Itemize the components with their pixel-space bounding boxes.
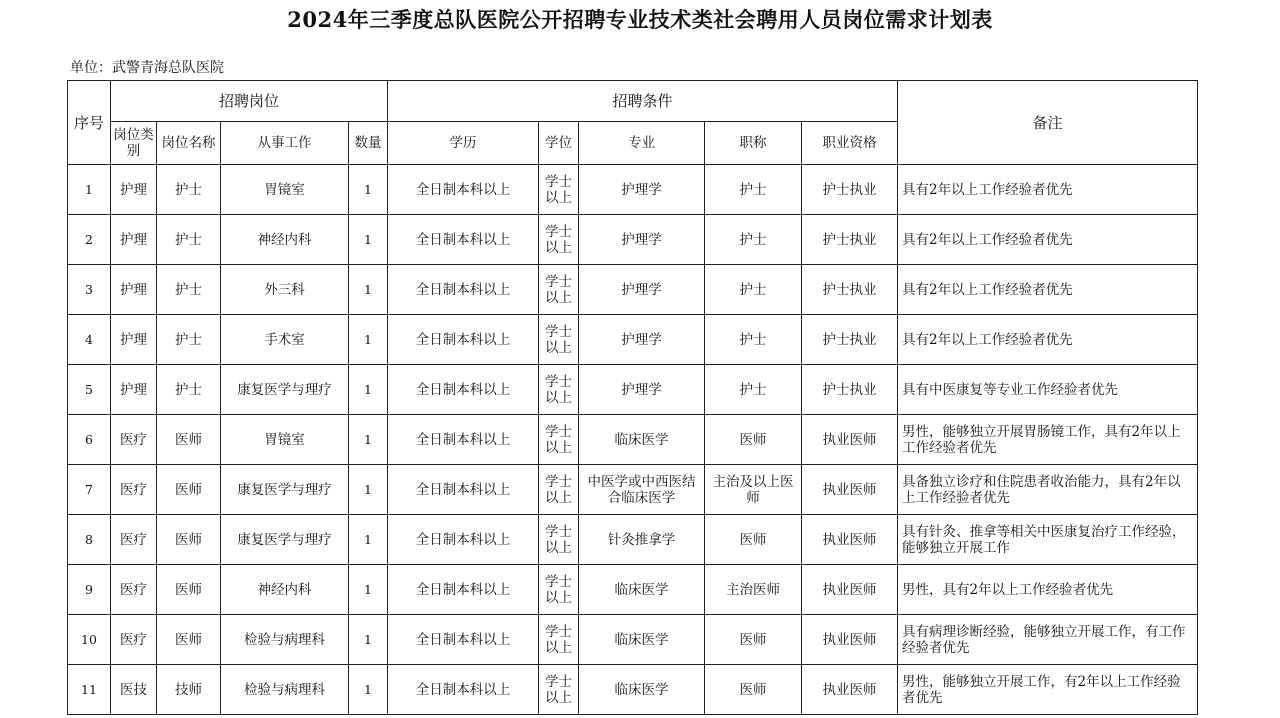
- cell-title: 护士: [705, 315, 802, 365]
- cell-qualification: 护士执业: [802, 215, 898, 265]
- cell-education: 全日制本科以上: [388, 165, 539, 215]
- cell-education: 全日制本科以上: [388, 565, 539, 615]
- header-seq: 序号: [68, 81, 111, 165]
- header-major: 专业: [579, 122, 705, 165]
- header-degree: 学位: [539, 122, 579, 165]
- cell-count: 1: [349, 615, 388, 665]
- cell-work: 神经内科: [221, 215, 349, 265]
- cell-post-type: 医技: [111, 665, 157, 715]
- cell-major: 临床医学: [579, 415, 705, 465]
- cell-title: 医师: [705, 615, 802, 665]
- cell-post-name: 医师: [157, 515, 221, 565]
- cell-remark: 男性，能够独立开展工作，有2年以上工作经验者优先: [898, 665, 1198, 715]
- cell-degree: 学士以上: [539, 165, 579, 215]
- cell-work: 康复医学与理疗: [221, 465, 349, 515]
- cell-major: 护理学: [579, 215, 705, 265]
- cell-education: 全日制本科以上: [388, 615, 539, 665]
- table-row: [68, 415, 1198, 465]
- cell-remark: 具有针灸、推拿等相关中医康复治疗工作经验，能够独立开展工作: [898, 515, 1198, 565]
- cell-degree: 学士以上: [539, 415, 579, 465]
- cell-degree: 学士以上: [539, 665, 579, 715]
- cell-seq: 5: [68, 365, 111, 415]
- cell-title: 护士: [705, 265, 802, 315]
- cell-title: 护士: [705, 365, 802, 415]
- cell-post-type: 护理: [111, 265, 157, 315]
- cell-work: 神经内科: [221, 565, 349, 615]
- cell-education: 全日制本科以上: [388, 265, 539, 315]
- cell-seq: 7: [68, 465, 111, 515]
- cell-work: 外三科: [221, 265, 349, 315]
- cell-qualification: 执业医师: [802, 415, 898, 465]
- cell-qualification: 护士执业: [802, 315, 898, 365]
- cell-seq: 10: [68, 615, 111, 665]
- cell-count: 1: [349, 465, 388, 515]
- cell-seq: 9: [68, 565, 111, 615]
- cell-post-type: 医疗: [111, 565, 157, 615]
- cell-post-type: 医疗: [111, 615, 157, 665]
- cell-education: 全日制本科以上: [388, 365, 539, 415]
- cell-degree: 学士以上: [539, 465, 579, 515]
- cell-post-name: 医师: [157, 415, 221, 465]
- cell-count: 1: [349, 215, 388, 265]
- cell-post-name: 护士: [157, 315, 221, 365]
- cell-work: 手术室: [221, 315, 349, 365]
- table-row: [68, 565, 1198, 615]
- cell-title: 护士: [705, 215, 802, 265]
- recruitment-table: [67, 80, 1198, 715]
- cell-degree: 学士以上: [539, 265, 579, 315]
- cell-major: 护理学: [579, 265, 705, 315]
- cell-count: 1: [349, 365, 388, 415]
- cell-post-name: 医师: [157, 565, 221, 615]
- cell-qualification: 护士执业: [802, 165, 898, 215]
- table-row: [68, 515, 1198, 565]
- cell-education: 全日制本科以上: [388, 215, 539, 265]
- header-group-post: 招聘岗位: [111, 81, 388, 122]
- cell-education: 全日制本科以上: [388, 315, 539, 365]
- cell-remark: 具有2年以上工作经验者优先: [898, 165, 1198, 215]
- cell-remark: 男性，具有2年以上工作经验者优先: [898, 565, 1198, 615]
- cell-count: 1: [349, 415, 388, 465]
- cell-seq: 1: [68, 165, 111, 215]
- cell-education: 全日制本科以上: [388, 465, 539, 515]
- table-row: [68, 215, 1198, 265]
- cell-degree: 学士以上: [539, 365, 579, 415]
- cell-post-name: 医师: [157, 615, 221, 665]
- cell-qualification: 执业医师: [802, 665, 898, 715]
- cell-work: 康复医学与理疗: [221, 365, 349, 415]
- cell-work: 检验与病理科: [221, 615, 349, 665]
- cell-work: 胃镜室: [221, 165, 349, 215]
- cell-major: 护理学: [579, 315, 705, 365]
- cell-title: 主治医师: [705, 565, 802, 615]
- cell-remark: 具有2年以上工作经验者优先: [898, 265, 1198, 315]
- cell-count: 1: [349, 565, 388, 615]
- header-post-name: 岗位名称: [157, 122, 221, 165]
- cell-degree: 学士以上: [539, 565, 579, 615]
- cell-degree: 学士以上: [539, 215, 579, 265]
- table-row: [68, 465, 1198, 515]
- header-remark: 备注: [898, 81, 1198, 165]
- cell-major: 护理学: [579, 165, 705, 215]
- cell-post-name: 护士: [157, 165, 221, 215]
- cell-post-type: 护理: [111, 215, 157, 265]
- header-post-type: 岗位类别: [111, 122, 157, 165]
- cell-seq: 3: [68, 265, 111, 315]
- cell-post-name: 技师: [157, 665, 221, 715]
- cell-qualification: 执业医师: [802, 515, 898, 565]
- cell-major: 临床医学: [579, 665, 705, 715]
- table-row: [68, 265, 1198, 315]
- header-qualification: 职业资格: [802, 122, 898, 165]
- cell-count: 1: [349, 315, 388, 365]
- table-row: [68, 315, 1198, 365]
- table-row: [68, 365, 1198, 415]
- cell-count: 1: [349, 265, 388, 315]
- cell-degree: 学士以上: [539, 315, 579, 365]
- cell-title: 医师: [705, 665, 802, 715]
- table-row: [68, 165, 1198, 215]
- cell-major: 临床医学: [579, 615, 705, 665]
- header-count: 数量: [349, 122, 388, 165]
- cell-qualification: 执业医师: [802, 565, 898, 615]
- cell-post-name: 医师: [157, 465, 221, 515]
- page-title: 2024年三季度总队医院公开招聘专业技术类社会聘用人员岗位需求计划表: [287, 7, 993, 32]
- cell-degree: 学士以上: [539, 515, 579, 565]
- cell-post-type: 护理: [111, 315, 157, 365]
- cell-education: 全日制本科以上: [388, 415, 539, 465]
- cell-post-type: 护理: [111, 165, 157, 215]
- cell-remark: 具有2年以上工作经验者优先: [898, 215, 1198, 265]
- cell-remark: 具有病理诊断经验，能够独立开展工作，有工作经验者优先: [898, 615, 1198, 665]
- cell-education: 全日制本科以上: [388, 515, 539, 565]
- unit-label: 单位：武警青海总队医院: [70, 60, 224, 76]
- cell-education: 全日制本科以上: [388, 665, 539, 715]
- table-row: [68, 665, 1198, 715]
- cell-qualification: 执业医师: [802, 465, 898, 515]
- cell-major: 护理学: [579, 365, 705, 415]
- cell-remark: 具有中医康复等专业工作经验者优先: [898, 365, 1198, 415]
- cell-seq: 11: [68, 665, 111, 715]
- cell-post-name: 护士: [157, 265, 221, 315]
- cell-post-name: 护士: [157, 215, 221, 265]
- cell-seq: 2: [68, 215, 111, 265]
- table-row: [68, 615, 1198, 665]
- cell-seq: 8: [68, 515, 111, 565]
- cell-count: 1: [349, 165, 388, 215]
- header-education: 学历: [388, 122, 539, 165]
- cell-qualification: 护士执业: [802, 365, 898, 415]
- cell-major: 中医学或中西医结合临床医学: [579, 465, 705, 515]
- cell-remark: 男性，能够独立开展胃肠镜工作，具有2年以上工作经验者优先: [898, 415, 1198, 465]
- cell-work: 康复医学与理疗: [221, 515, 349, 565]
- header-title: 职称: [705, 122, 802, 165]
- cell-post-type: 医疗: [111, 515, 157, 565]
- cell-count: 1: [349, 515, 388, 565]
- cell-work: 胃镜室: [221, 415, 349, 465]
- cell-major: 针灸推拿学: [579, 515, 705, 565]
- cell-post-name: 护士: [157, 365, 221, 415]
- cell-title: 主治及以上医师: [705, 465, 802, 515]
- cell-degree: 学士以上: [539, 615, 579, 665]
- cell-post-type: 护理: [111, 365, 157, 415]
- header-work: 从事工作: [221, 122, 349, 165]
- cell-count: 1: [349, 665, 388, 715]
- cell-qualification: 护士执业: [802, 265, 898, 315]
- cell-seq: 6: [68, 415, 111, 465]
- cell-work: 检验与病理科: [221, 665, 349, 715]
- cell-post-type: 医疗: [111, 465, 157, 515]
- cell-post-type: 医疗: [111, 415, 157, 465]
- cell-qualification: 执业医师: [802, 615, 898, 665]
- cell-title: 医师: [705, 515, 802, 565]
- header-group-conditions: 招聘条件: [388, 81, 898, 122]
- cell-remark: 具备独立诊疗和住院患者收治能力，具有2年以上工作经验者优先: [898, 465, 1198, 515]
- cell-title: 护士: [705, 165, 802, 215]
- cell-seq: 4: [68, 315, 111, 365]
- cell-major: 临床医学: [579, 565, 705, 615]
- cell-title: 医师: [705, 415, 802, 465]
- cell-remark: 具有2年以上工作经验者优先: [898, 315, 1198, 365]
